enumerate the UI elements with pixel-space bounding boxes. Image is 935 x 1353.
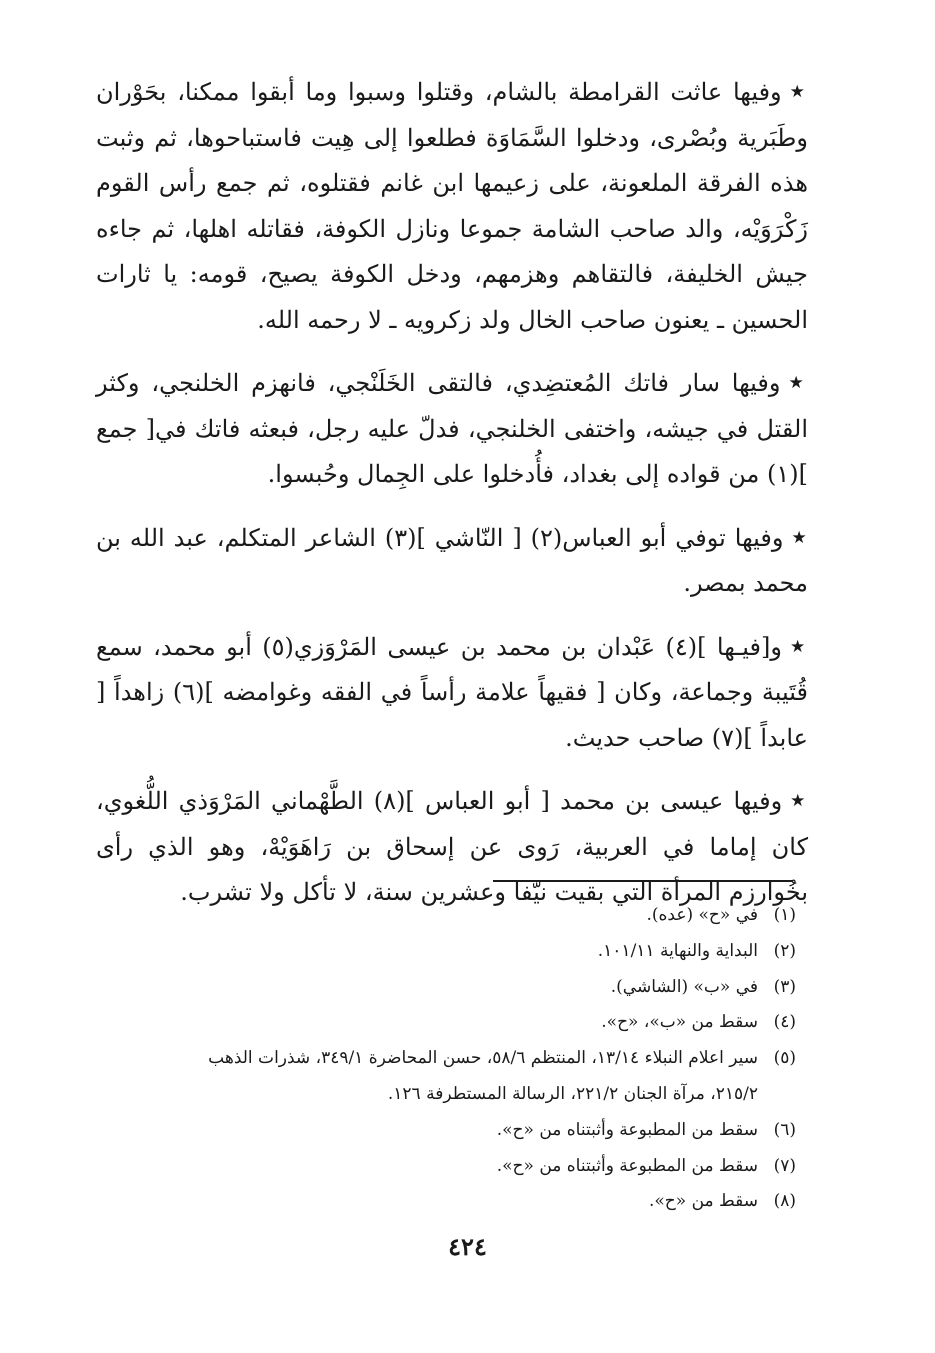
star-icon: ★	[789, 636, 808, 657]
footnote-number: (٤)	[773, 1012, 796, 1033]
paragraph	[96, 70, 808, 343]
footnote	[96, 1149, 796, 1185]
paragraph	[96, 779, 808, 916]
footnote	[96, 1184, 796, 1220]
footnote	[96, 1041, 796, 1077]
paragraph-text: وفيها توفي أبو العباس(٢) [ النّاشي ](٣) الشاعر المتكلم، عبد الله بن محمد بمصر.	[96, 523, 808, 597]
paragraph-text: وفيها عاثت القرامطة بالشام، وقتلوا وسبوا وما أبقوا ممكنا، بحَوْران وطَبَرية وبُصْرى، ودخلوا السَّمَاوَة فطلعوا إلى هِيت فاستباحوها، ثم وثبت هذه الفرقة الملعونة، على زعيمها ابن غانم فقتلوه، ثم جمع رأس القوم زَكْرَوَيْه، والد صاحب الشامة جموعا ونازل الكوفة، فقاتله اهلها، ثم جاءه جيش الخليفة، فالتقاهم وهزمهم، ودخل الكوفة يصيح، قومه: يا ثارات الحسين ـ يعنون صاحب الخال ولد زكرويه ـ لا رحمه الله.	[96, 78, 809, 334]
footnote-number: (١)	[773, 905, 796, 925]
footnote-text: في «ح» (عده).	[646, 905, 758, 925]
paragraph	[96, 625, 808, 762]
star-icon: ★	[791, 527, 808, 548]
footnote-text: سقط من المطبوعة وأثبتناه من «ح».	[496, 1119, 758, 1140]
footnote-text: سقط من «ح».	[648, 1191, 758, 1212]
footnote	[96, 1113, 796, 1149]
footnote-number: (٦)	[773, 1119, 796, 1140]
footnote	[96, 898, 796, 934]
footnote-number: (٣)	[773, 976, 796, 997]
footnote-number: (٨)	[773, 1191, 796, 1212]
footnote-number: (٢)	[773, 940, 796, 961]
main-text	[96, 70, 808, 934]
footnote-number: (٥)	[773, 1048, 796, 1069]
footnote-continuation	[96, 1077, 796, 1113]
footnotes	[96, 898, 796, 1220]
footnote-text: ٢١٥/٢، مرآة الجنان ٢٢١/٢، الرسالة المستطرفة ١٢٦.	[387, 1083, 758, 1104]
star-icon: ★	[788, 373, 808, 393]
footnote-text: سقط من المطبوعة وأثبتناه من «ح».	[496, 1155, 758, 1176]
footnote	[96, 934, 796, 970]
paragraph-text: وفيها سار فاتك المُعتضِدي، فالتقى الخَلَنْجي، فانهزم الخلنجي، وكثر القتل في جيشه، واختفى الخلنجي، فدلّ عليه رجل، فبعثه فاتك في[ جمع ](١) من قواده إلى بغداد، فأُدخلوا على الجِمال وحُبسوا.	[96, 369, 808, 488]
page-number: ٤٢٤	[448, 1232, 487, 1261]
paragraph	[96, 516, 808, 607]
paragraph-text: و[فيـها ](٤) عَبْدان بن محمد بن عيسى المَرْوَزي(٥) أبو محمد، سمع قُتَيبة وجماعة، وكان [ فقيهاً علامة رأساً في الفقه وغوامضه ](٦) زاهداً [ عابداً ](٧) صاحب حديث.	[96, 632, 808, 752]
footnote-text: سقط من «ب»، «ح».	[601, 1012, 758, 1033]
footnote-number: (٧)	[773, 1155, 796, 1176]
footnote-divider	[493, 880, 793, 882]
footnote-text: سير اعلام النبلاء ١٣/١٤، المنتظم ٥٨/٦، حسن المحاضرة ٣٤٩/١، شذرات الذهب	[208, 1048, 758, 1069]
footnote	[96, 1005, 796, 1041]
paragraph-text: وفيها عيسى بن محمد [ أبو العباس ](٨) الطَّهْماني المَرْوَذي اللُّغوي، كان إماما في العربية، رَوى عن إسحاق بن رَاهَوَيْهْ، وهو الذي رأى بخُوارزم المرأة التي بقيت نيّفا وعشرين سنة، لا تأكل ولا تشرب.	[96, 787, 808, 906]
footnote-text: في «ب» (الشاشي).	[610, 976, 758, 997]
footnote-text: البداية والنهاية ١٠١/١١.	[597, 940, 758, 961]
footnote	[96, 970, 796, 1006]
star-icon: ★	[790, 791, 808, 811]
paragraph	[96, 361, 808, 498]
star-icon: ★	[789, 82, 808, 102]
